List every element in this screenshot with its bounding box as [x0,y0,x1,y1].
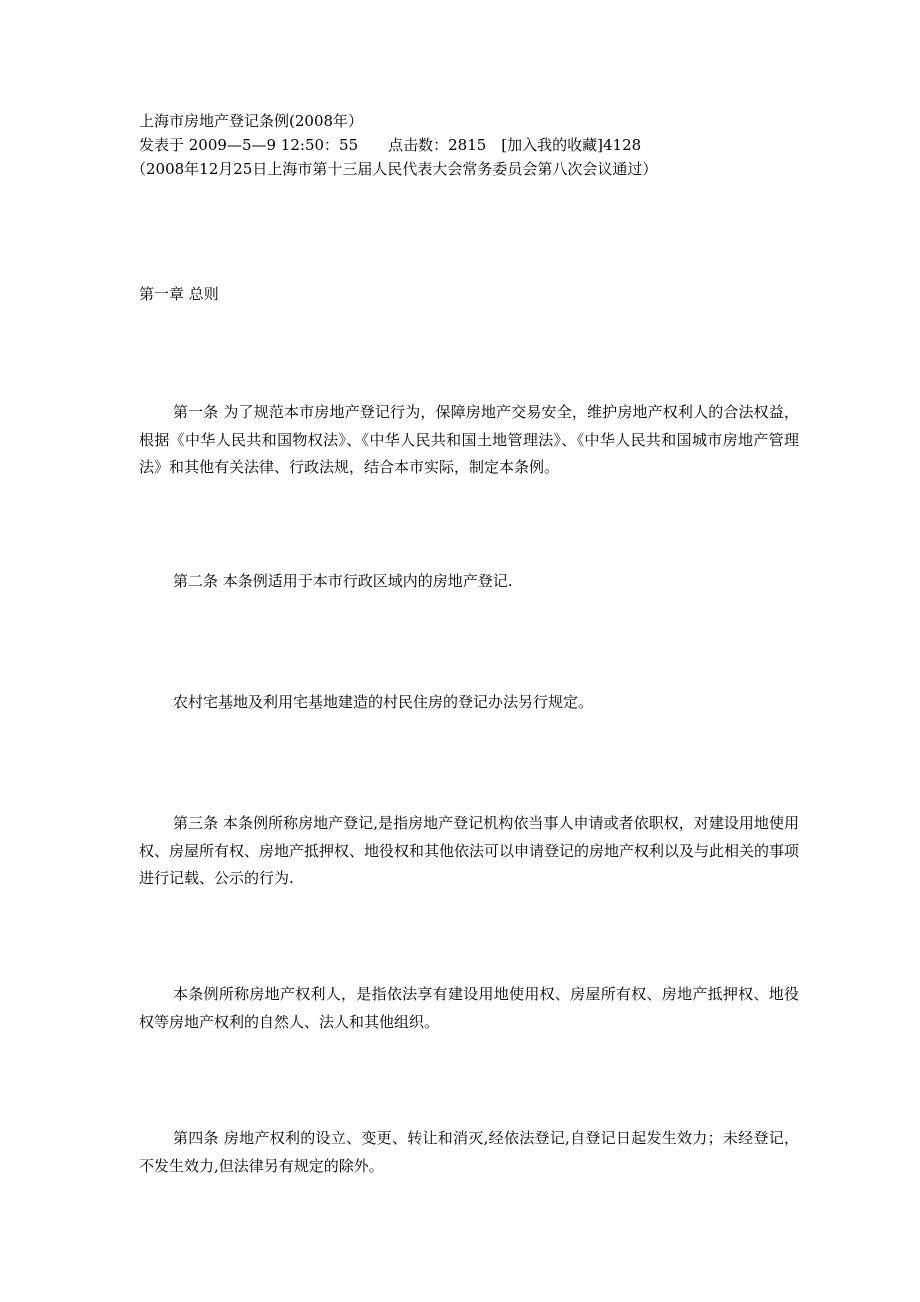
adoption-note: （2008年12月25日上海市第十三届人民代表大会常务委员会第八次会议通过） [131,160,658,178]
publish-meta: 发表于 2009—5—9 12:50：55 点击数：2815 [加入我的收藏]4128 [139,136,642,154]
chapter-heading: 第一章 总则 [139,285,219,303]
article-paragraph: 第三条 本条例所称房地产登记,是指房地产登记机构依当事人申请或者依职权，对建设用地使用权、房屋所有权、房地产抵押权、地役权和其他依法可以申请登记的房地产权利以及与此相关的事项进行记载、公示的行为. [139,814,800,887]
article-paragraph: 第四条 房地产权利的设立、变更、转让和消灭,经依法登记,自登记日起发生效力；未经登记，不发生效力,但法律另有规定的除外。 [139,1129,799,1175]
document-title: 上海市房地产登记条例(2008年） [139,112,364,130]
article-paragraph: 第一条 为了规范本市房地产登记行为，保障房地产交易安全，维护房地产权利人的合法权益，根据《中华人民共和国物权法》、《中华人民共和国土地管理法》、《中华人民共和国城市房地产管理法》和其他有关法律、行政法规，结合本市实际，制定本条例。 [139,403,799,476]
article-paragraph: 本条例所称房地产权利人，是指依法享有建设用地使用权、房屋所有权、房地产抵押权、地役权等房地产权利的自然人、法人和其他组织。 [139,985,799,1031]
article-paragraph: 第二条 本条例适用于本市行政区域内的房地产登记. [173,572,513,590]
article-paragraph: 农村宅基地及利用宅基地建造的村民住房的登记办法另行规定。 [173,693,594,711]
